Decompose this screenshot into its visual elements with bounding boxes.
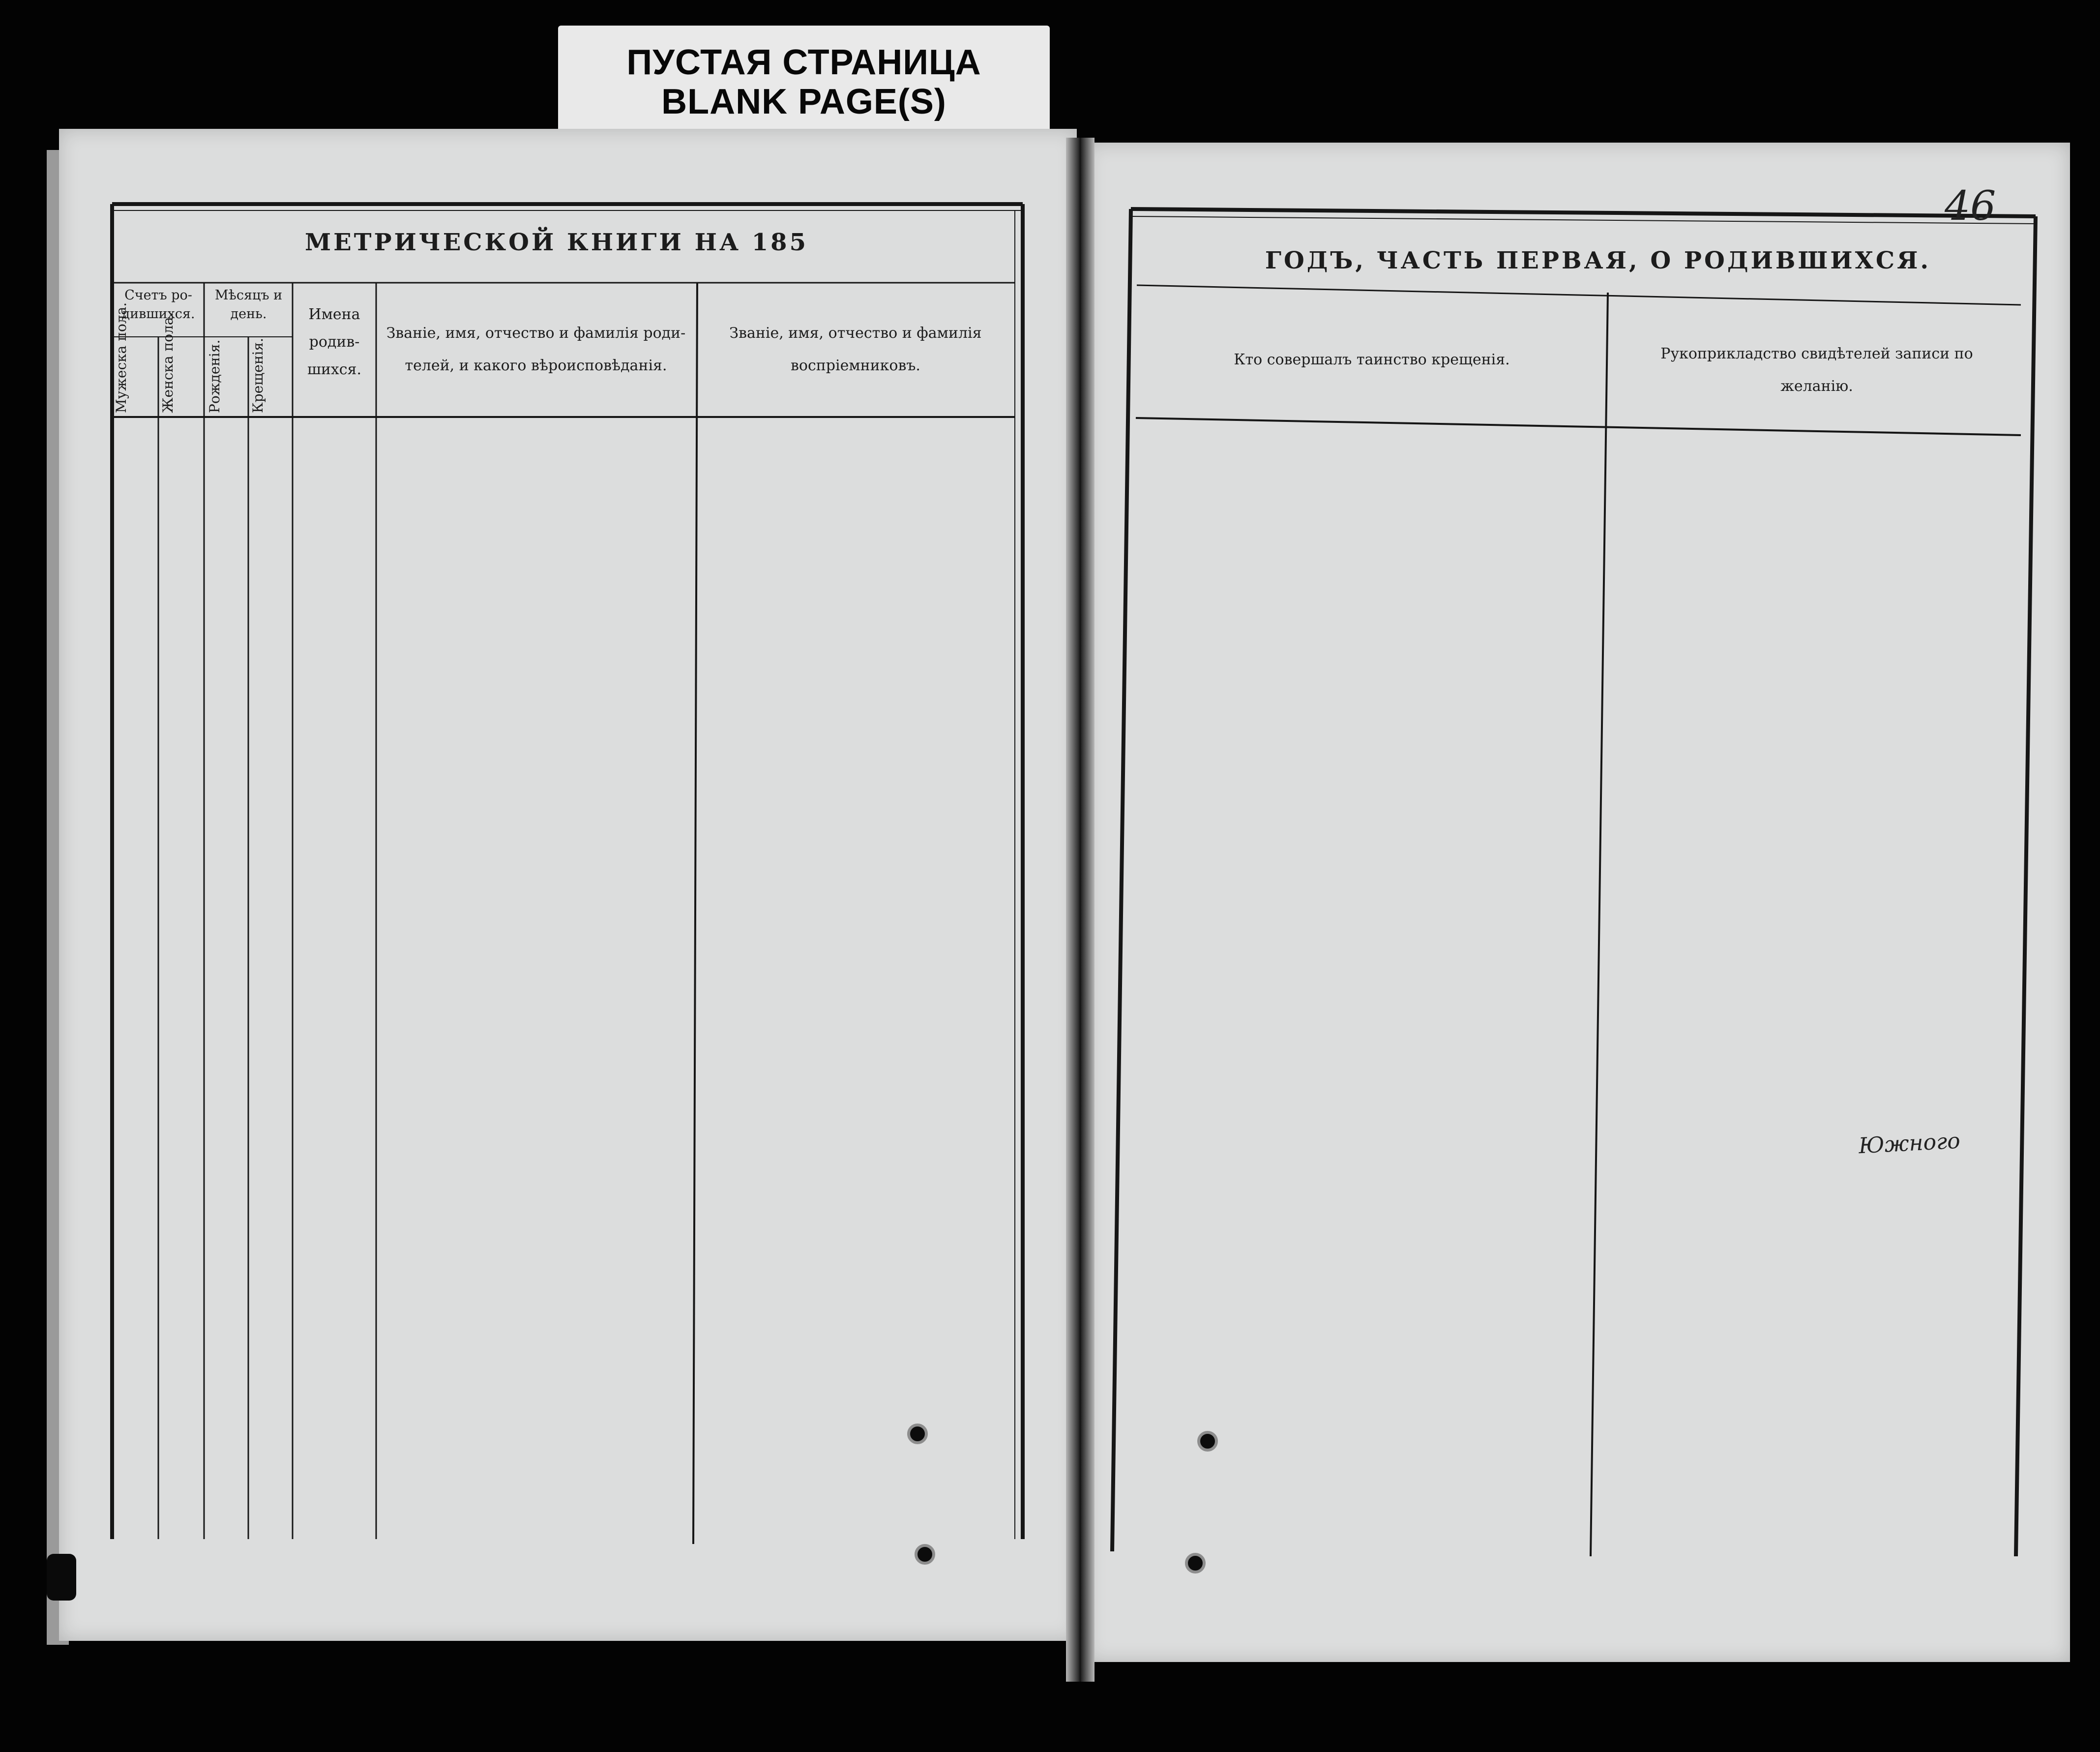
col-parents-line1: Званіе, имя, отчество и фамилія роди- bbox=[386, 325, 686, 342]
right-page-title: ГОДЪ, ЧАСТЬ ПЕРВАЯ, О РОДИВШИХСЯ. bbox=[1265, 247, 1931, 274]
col-godparents-line1: Званіе, имя, отчество и фамилія bbox=[729, 325, 982, 342]
folio-number: 46 bbox=[1945, 183, 1996, 230]
binding-hole bbox=[915, 1544, 935, 1565]
col-parents-line2: телей, и какого вѣроисповѣданія. bbox=[405, 357, 667, 374]
col-names: Имена родив- шихся. bbox=[307, 306, 362, 378]
col-month-day: Мѣсяцъ и день. bbox=[214, 288, 283, 322]
left-page-title: МЕТРИЧЕСКОЙ КНИГИ НА 185 bbox=[305, 229, 808, 256]
col-baptism: Крещенія. bbox=[250, 338, 266, 413]
col-signature-line2: желанію. bbox=[1780, 378, 1853, 395]
binding-hole bbox=[907, 1424, 928, 1444]
col-signature-line1: Рукоприкладство свидѣтелей записи по bbox=[1660, 345, 1973, 362]
col-birth: Рожденія. bbox=[207, 339, 223, 413]
col-performer: Кто совершалъ таинство крещенія. bbox=[1234, 351, 1510, 368]
col-male: Мужеска пола. bbox=[113, 302, 129, 413]
binding-hole bbox=[1185, 1553, 1206, 1574]
label-line-russian: ПУСТАЯ СТРАНИЦА bbox=[626, 43, 981, 82]
col-female: Женска пола. bbox=[160, 312, 176, 413]
col-godparents-line2: воспріемниковъ. bbox=[791, 357, 920, 374]
label-line-english: BLANK PAGE(S) bbox=[661, 82, 946, 121]
handwritten-note: Южного bbox=[1858, 1128, 1961, 1159]
col-count-births: Счетъ ро- дившихся. bbox=[121, 288, 195, 322]
binding-hole bbox=[1197, 1431, 1218, 1452]
